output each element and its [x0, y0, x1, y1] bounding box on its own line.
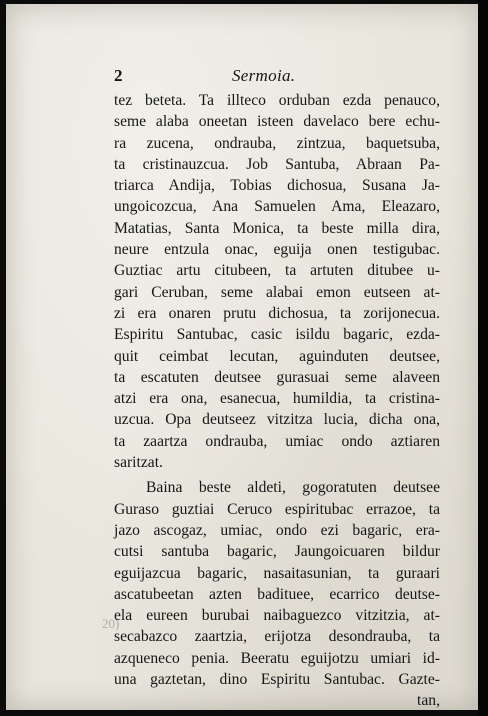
text-line: ascatubeetan azten badituee, ecarrico deutse-: [114, 585, 440, 603]
body-text: [114, 90, 440, 712]
text-line: zi era onaren prutu dichosua, ta zorijonecua.: [114, 304, 440, 322]
text-line: neure entzula onac, eguija onen testigubac.: [114, 241, 440, 259]
text-line: seme alaba oneetan isteen davelaco bere echu-: [114, 113, 440, 131]
text-line: saritzat.: [114, 454, 163, 472]
text-line: triarca Andija, Tobias dichosua, Susana Ja-: [114, 177, 440, 195]
text-line: una gaztetan, dino Espiritu Santubac. Gazte-: [114, 671, 440, 689]
text-line: quit ceimbat lecutan, aguinduten deutsee,: [114, 347, 440, 365]
text-line: Espiritu Santubac, casic isildu bagaric, ezda-: [114, 326, 440, 344]
running-head: Sermoia.: [232, 66, 296, 85]
text-line: eguijazcua bagaric, nasaitasunian, ta guraari: [114, 564, 440, 582]
catchword: tan,: [417, 692, 440, 710]
text-line: uzcua. Opa deutseez vitzitza lucia, dicha ona,: [114, 411, 440, 429]
text-line: tez beteta. Ta illteco orduban ezda penauco,: [114, 92, 440, 109]
paragraph-1: [114, 90, 440, 473]
text-line: azqueneco penia. Beeratu eguijotzu umiari id-: [114, 649, 440, 667]
text-line: ta cristinauzcua. Job Santuba, Abraan Pa-: [114, 155, 440, 173]
text-line: jazo ascogaz, umiac, ondo ezi bagaric, era-: [114, 521, 440, 539]
text-line: ela eureen burubai naibaguezco vitzitzia, at-: [114, 607, 440, 625]
text-line: ta zaartza ondrauba, umiac ondo aztiaren: [114, 432, 440, 450]
text-line: Matatias, Santa Monica, ta beste milla dira,: [114, 219, 440, 237]
text-line: ta escatuten deutsee gurasuai seme alaveen: [114, 368, 440, 386]
text-line: Guztiac artu citubeen, ta artuten ditubee u-: [114, 262, 440, 280]
bleed-through-mark: 20): [102, 616, 120, 631]
text-line: secabazco zaartzia, erijotza desondrauba, ta: [114, 628, 440, 646]
page-number: 2: [114, 66, 123, 85]
book-page: [6, 4, 480, 710]
paragraph-2: [114, 477, 440, 711]
scan-edge: [478, 0, 488, 716]
text-line: atzi era ona, esanecua, humildia, ta cristina-: [114, 390, 440, 408]
text-line: Guraso guztiai Ceruco espiritubac errazoe, ta: [114, 500, 440, 518]
text-line: ra zucena, ondrauba, zintzua, baquetsuba,: [114, 134, 440, 152]
text-line: gari Ceruban, seme alabai emon eutseen at-: [114, 283, 440, 301]
page-header: [6, 66, 480, 88]
text-line: Baina beste aldeti, gogoratuten deutsee: [146, 479, 440, 497]
text-line: cutsi santuba bagaric, Jaungoicuaren bildur: [114, 543, 440, 561]
text-line: ungoicozcua, Ana Samuelen Ama, Eleazaro,: [114, 198, 440, 216]
